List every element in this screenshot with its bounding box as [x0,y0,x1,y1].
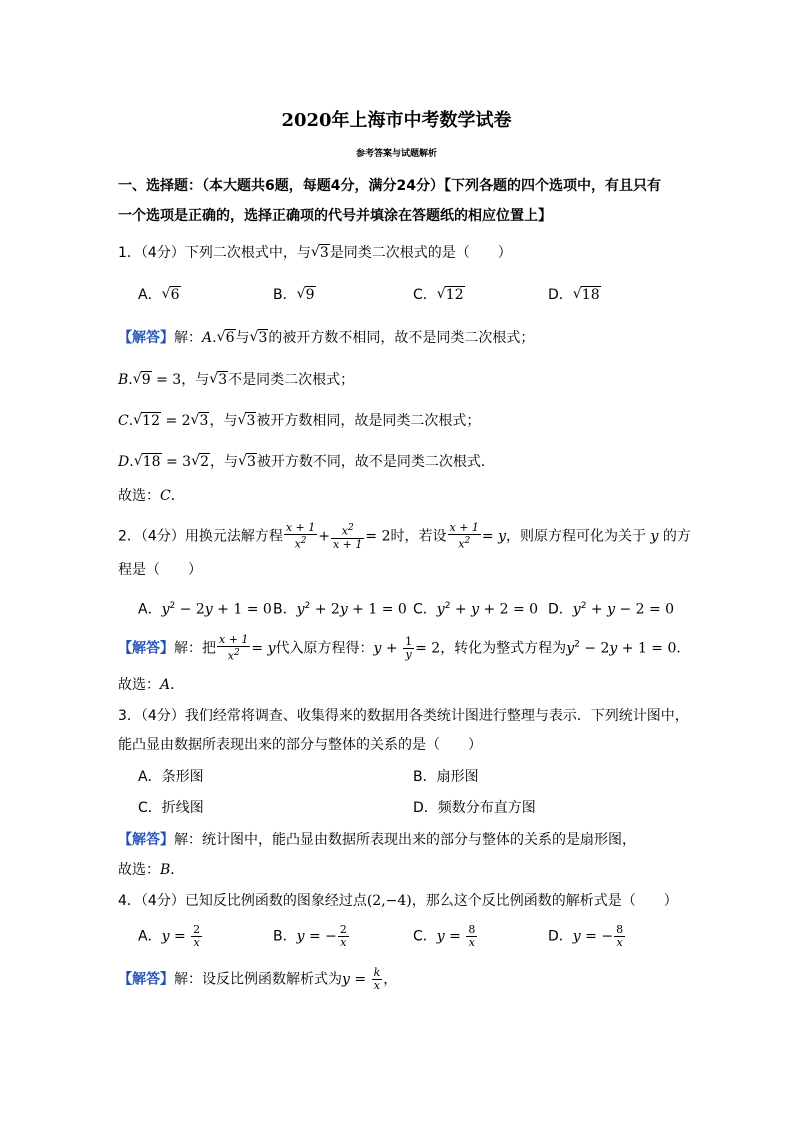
q3-option-a: A．条形图 [138,769,204,785]
q3-answer: 故选：B． [118,862,185,878]
q1-stem-text-a: 1．（4分）下列二次根式中，与 [118,245,311,261]
q1-answer: 故选：C． [118,488,185,504]
q1-solution-line2: B. √ 9 = 3，与 √ 3不是同类二次根式； [118,371,355,388]
q4-option-c: C．y = $\frac{8}{x}$ [413,923,476,949]
q1-option-d: D． √ 18 [548,286,600,303]
q2-option-b: B．$y^2 + 2y + 1 = 0$ [273,601,407,618]
q1-solution-line4: D. √ 18 = 3 √ 2，与 √ 3被开方数不同，故不是同类二次根式． [118,453,495,470]
q1-stem [118,243,512,263]
q1-option-c: C． √ 12 [413,286,464,303]
q4-option-d: D．y = − $\frac{8}{x}$ [548,923,624,949]
q2-answer: 故选：A． [118,677,185,693]
q2-option-d: D．$y^2 + y - 2 = 0$ [548,601,675,618]
q3-option-b: B．扇形图 [413,769,479,785]
q1-solution-tag: 【解答】 [118,330,174,346]
q1-option-a: A． √ 6 [138,286,180,303]
q2-stem-line1: 2．（4分）用换元法解方程 $\frac{x + 1}{x^2}$ + $\frac{x^2}{x + 1}$ = 2时，若设 $\frac{x + 1}{x^2}$ = y，则原方程可化为关于 y 的方 [118,521,691,551]
q1-solution-line3: C. √ 12 = 2 √ 3，与 √ 3被开方数相同，故是同类二次根式； [118,412,481,429]
q1-stem-text-b: 是同类二次根式的是（ ） [329,245,512,261]
q3-stem-line1: 3．（4分）我们经常将调查、收集得来的数据用各类统计图进行整理与表示．下列统计图中， [118,708,689,724]
q4-option-b: B．y = − $\frac{2}{x}$ [273,923,347,949]
q2-solution: 【解答】解：把 $\frac{x + 1}{x^2}$ = y代入原方程得：y + $\frac{1}{y}$ = 2，转化为整式方程为$y^2 - 2y + 1 = 0$． [118,633,691,663]
q3-stem-line2: 能凸显由数据所表现出来的部分与整体的关系的是（ ） [118,737,482,753]
q4-solution-tag: 【解答】 [118,971,174,988]
q2-option-a: A．$y^2 - 2y + 1 = 0$ [138,601,272,618]
section-intro-line1: 一、选择题：（本大题共6题，每题4分，满分24分）【下列各题的四个选项中，有且只有 [118,178,661,194]
q1-option-b: B． √ 9 [273,286,315,303]
q2-stem-line2: 程是（ ） [118,562,202,578]
q1-solution-line1: 【解答】解：A. √ 6与 √ 3的被开方数不相同，故不是同类二次根式； [118,329,535,346]
q4-option-a: A．y = $\frac{2}{x}$ [138,923,201,949]
q1-radical: √ 3 [310,244,329,261]
page-subtitle: 参考答案与试题解析 [355,149,437,159]
q3-option-d: D．频数分布直方图 [413,800,536,816]
section-intro-line2: 一个选项是正确的，选择正确项的代号并填涂在答题纸的相应位置上】 [118,208,552,224]
q3-solution-tag: 【解答】 [118,832,174,848]
q3-solution: 【解答】解：统计图中，能凸显由数据所表现出来的部分与整体的关系的是扇形图， [118,832,636,848]
q2-solution-tag: 【解答】 [118,640,174,657]
page-title: 2020年上海市中考数学试卷 [281,110,512,131]
q4-stem: 4．（4分）已知反比例函数的图象经过点(2,−4)，那么这个反比例函数的解析式是（ ） [118,893,678,909]
q2-option-c: C．$y^2 + y + 2 = 0$ [413,601,539,618]
q3-option-c: C．折线图 [138,800,204,816]
q4-solution: 【解答】解：设反比例函数解析式为y = $\frac{k}{x}$ ， [118,966,398,992]
